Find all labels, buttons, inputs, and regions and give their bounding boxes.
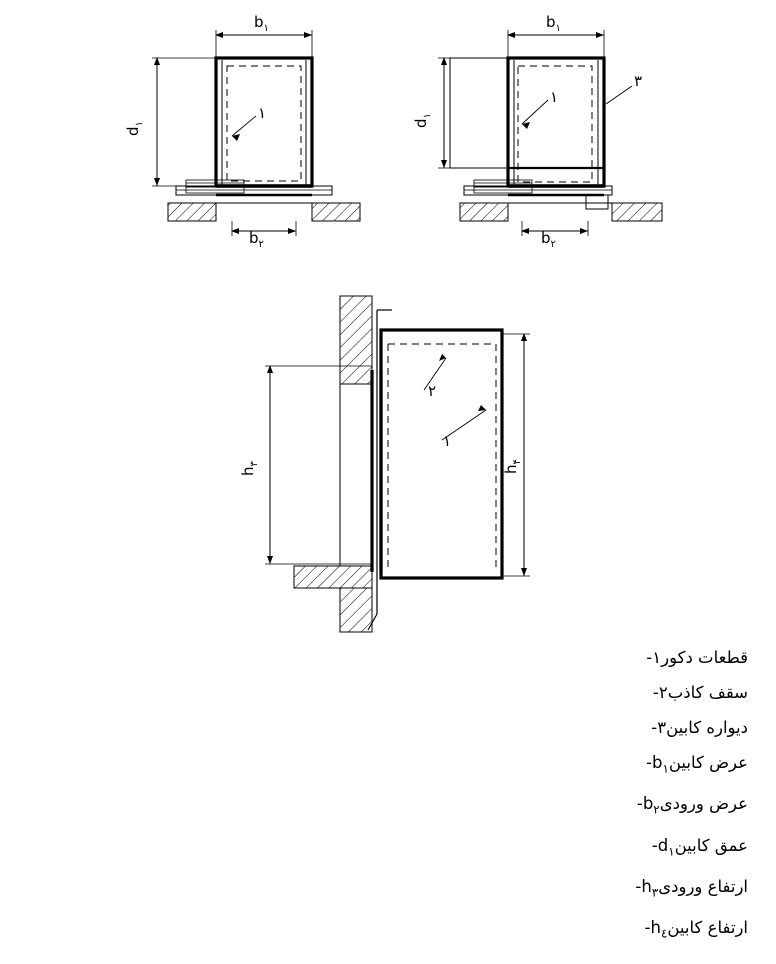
legend-label: ارتفاع ورودی — [658, 876, 748, 896]
legend-label: دیواره کابین — [666, 718, 748, 737]
legend-key: ٢- — [652, 683, 668, 702]
view-section-bottom — [265, 296, 530, 632]
label-callout-2-bottom: ۲ — [428, 382, 437, 400]
legend-item — [338, 745, 758, 786]
legend-item — [338, 828, 758, 869]
legend-item — [338, 786, 758, 827]
legend-key: $h_٣-$ — [635, 876, 659, 900]
label-b2-left: $b_۲$ — [249, 229, 264, 250]
legend-key: ٣- — [651, 718, 667, 737]
legend-label: ارتفاع کابین — [667, 918, 748, 938]
legend — [338, 640, 758, 951]
view-plan-right — [438, 30, 662, 236]
label-b2-right: $b_۲$ — [541, 229, 556, 250]
label-h3: $h_۳$ — [239, 461, 260, 476]
label-h4: $h_۴$ — [502, 459, 523, 474]
label-d1-right: $d_۱$ — [412, 113, 433, 128]
view-plan-left — [152, 30, 360, 236]
legend-item — [338, 675, 758, 710]
label-callout-1-left: ۱ — [258, 104, 267, 122]
legend-label: عرض ورودی — [659, 794, 748, 814]
label-callout-3-right: ۳ — [634, 72, 643, 90]
label-b1-right: $b_۱$ — [546, 13, 561, 34]
legend-label: عرض کابین — [668, 753, 748, 772]
legend-item — [338, 869, 758, 910]
legend-key: $d_١-$ — [651, 835, 675, 858]
legend-key: $h_٤-$ — [644, 918, 668, 941]
label-callout-1-bottom: ۱ — [443, 432, 452, 450]
label-d1-left: $d_۱$ — [124, 121, 145, 136]
label-b1-left: $b_۱$ — [254, 13, 269, 34]
legend-key: ١- — [646, 648, 662, 667]
legend-label: عمق کابین — [674, 835, 748, 855]
legend-item — [338, 710, 758, 745]
legend-item — [338, 640, 758, 675]
legend-label: سقف کاذب — [667, 683, 748, 702]
sill-assembly-left — [176, 180, 332, 195]
legend-item — [338, 910, 758, 951]
label-callout-1-right: ۱ — [550, 88, 559, 106]
legend-label: قطعات دکور — [661, 648, 748, 667]
legend-key: $b_١-$ — [645, 753, 669, 776]
legend-key: $b_٢-$ — [636, 794, 660, 817]
